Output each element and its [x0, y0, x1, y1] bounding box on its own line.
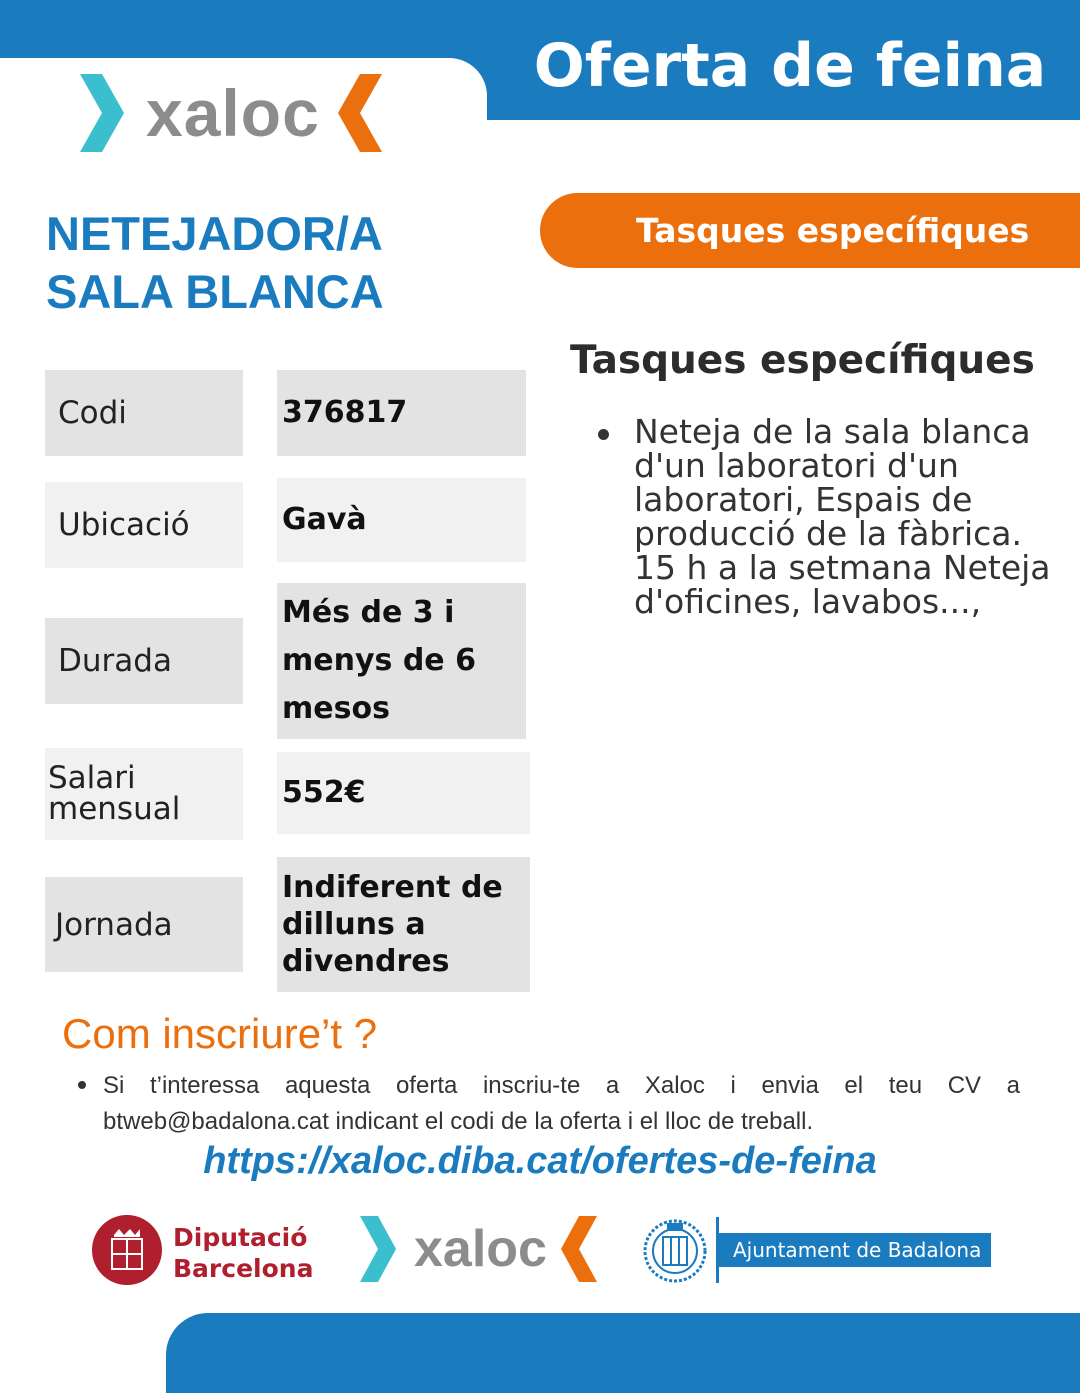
bullet — [78, 1081, 86, 1089]
diputacio-logo-text — [173, 1222, 313, 1284]
tasks-list — [598, 412, 1068, 621]
detail-label-durada: Durada — [45, 618, 243, 704]
chevron-right-icon — [358, 1214, 398, 1284]
tasks-item: Neteja de la sala blanca d'un laboratori d'un laboratori, Espais de producció de la fàbrica. 15 h a la setmana Neteja d'oficines, lavabos..., — [598, 415, 1068, 619]
tasks-pill: Tasques específiques — [540, 193, 1080, 268]
xaloc-footer-text: xaloc — [414, 1220, 547, 1278]
footer-band — [166, 1313, 1080, 1393]
badalona-logo-text: Ajuntament de Badalona — [719, 1233, 991, 1267]
chevron-left-icon — [336, 72, 384, 154]
detail-value-ubicacio: Gavà — [277, 478, 526, 562]
xaloc-logo-text: xaloc — [146, 76, 320, 150]
tasks-heading: Tasques específiques — [570, 338, 1035, 383]
detail-label-salari: Salari mensual — [45, 748, 243, 840]
detail-value-salari: 552€ — [277, 752, 530, 834]
badalona-seal-icon — [641, 1215, 709, 1285]
diputacio-line2: Barcelona — [173, 1254, 314, 1283]
howto-text: Si t’interessa aquesta oferta inscriu-te a Xaloc i envia el teu CV a btweb@badalona.cat indicant el codi de la oferta i el lloc de treball. — [103, 1072, 1020, 1135]
detail-value-codi: 376817 — [277, 370, 526, 456]
detail-label-jornada: Jornada — [45, 877, 243, 972]
detail-value-durada: Més de 3 i menys de 6 mesos — [277, 583, 526, 739]
detail-value-jornada: Indiferent de dilluns a divendres — [277, 857, 530, 992]
job-title-line2: SALA BLANCA — [46, 265, 384, 318]
howto-heading: Com inscriure’t ? — [62, 1010, 378, 1057]
diputacio-seal-icon — [92, 1215, 162, 1285]
diputacio-line1: Diputació — [173, 1223, 308, 1252]
page-title: Oferta de feina — [533, 31, 1047, 101]
job-title — [46, 205, 516, 321]
detail-label-codi: Codi — [45, 370, 243, 456]
chevron-left-icon — [559, 1214, 599, 1284]
xaloc-footer-logo — [358, 1214, 599, 1284]
offers-link[interactable]: https://xaloc.diba.cat/ofertes-de-feina — [203, 1140, 877, 1182]
chevron-right-icon — [78, 72, 126, 154]
xaloc-logo — [78, 72, 384, 154]
detail-label-ubicacio: Ubicació — [45, 482, 243, 568]
job-title-line1: NETEJADOR/A — [46, 207, 383, 260]
